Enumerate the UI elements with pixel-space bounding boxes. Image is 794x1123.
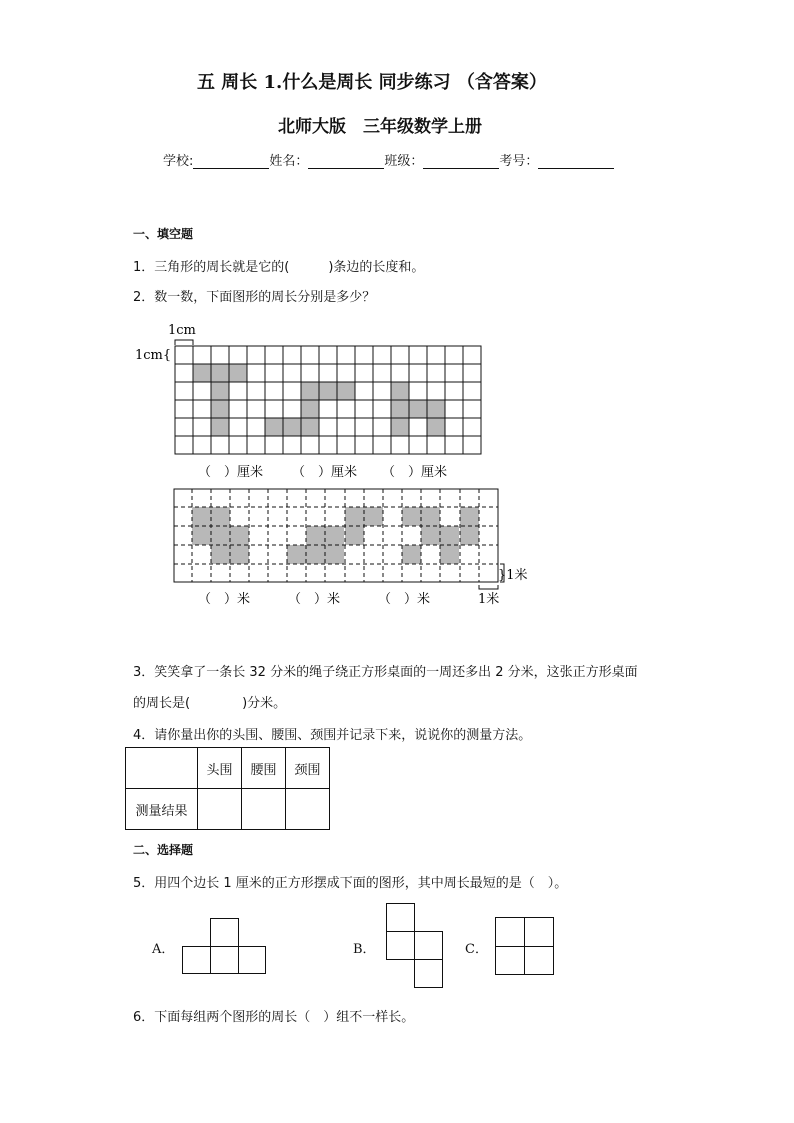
option-b-label[interactable]: B． bbox=[353, 942, 376, 957]
table-cell-head[interactable] bbox=[198, 789, 242, 830]
perimeter-grid-cm bbox=[130, 318, 490, 488]
name-label: 姓名： bbox=[269, 154, 309, 169]
table-header-empty bbox=[126, 748, 198, 789]
question-2: 2．数一数，下面图形的周长分别是多少？ bbox=[133, 290, 376, 305]
measurement-table bbox=[125, 747, 330, 830]
table-header-waist: 腰围 bbox=[242, 748, 286, 789]
table-row-label: 测量结果 bbox=[126, 789, 198, 830]
section-heading-fill-blank: 一、填空题 bbox=[133, 227, 194, 241]
table-cell-waist[interactable] bbox=[242, 789, 286, 830]
table-header-head: 头围 bbox=[198, 748, 242, 789]
school-label: 学校: bbox=[163, 154, 194, 169]
answer-grid1-b: （ ）厘米 bbox=[292, 465, 358, 480]
option-a-shape bbox=[180, 917, 270, 977]
unit-brace-bottom bbox=[479, 585, 498, 589]
option-c-label[interactable]: C． bbox=[465, 942, 488, 957]
page-title: 五 周长 1.什么是周长 同步练习 （含答案） bbox=[197, 72, 547, 93]
question-5: 5．用四个边长 1 厘米的正方形摆成下面的图形，其中周长最短的是（ ）。 bbox=[133, 876, 568, 891]
exam-number-label: 考号： bbox=[499, 154, 539, 169]
question-6: 6．下面每组两个图形的周长（ ）组不一样长。 bbox=[133, 1010, 415, 1025]
answer-grid2-a: （ ）米 bbox=[198, 592, 251, 607]
table-cell-neck[interactable] bbox=[286, 789, 330, 830]
school-field[interactable] bbox=[193, 154, 269, 169]
section-heading-choice: 二、选择题 bbox=[133, 843, 194, 857]
option-b-shape bbox=[384, 902, 446, 990]
unit-label-top: 1cm bbox=[168, 323, 196, 338]
unit-brace-top bbox=[175, 340, 193, 345]
grid-lines-cm bbox=[175, 346, 481, 454]
answer-grid2-b: （ ）米 bbox=[288, 592, 341, 607]
exam-number-field[interactable] bbox=[538, 154, 614, 169]
unit-label-left: 1cm{ bbox=[135, 348, 172, 363]
student-info-line bbox=[163, 150, 614, 169]
table-header-neck: 颈围 bbox=[286, 748, 330, 789]
class-field[interactable] bbox=[423, 154, 499, 169]
answer-grid1-c: （ ）厘米 bbox=[382, 465, 448, 480]
name-field[interactable] bbox=[308, 154, 384, 169]
unit-label-right: }1米 bbox=[498, 568, 528, 583]
answer-grid2-c: （ ）米 bbox=[378, 592, 431, 607]
unit-label-bottom: 1米 bbox=[478, 592, 500, 607]
page-subtitle: 北师大版 三年级数学上册 bbox=[278, 117, 482, 137]
class-label: 班级： bbox=[384, 154, 424, 169]
question-4: 4．请你量出你的头围、腰围、颈围并记录下来，说说你的测量方法。 bbox=[133, 728, 532, 743]
question-3-line2: 的周长是( )分米。 bbox=[133, 696, 287, 711]
perimeter-grid-m bbox=[170, 485, 540, 615]
question-1: 1．三角形的周长就是它的( )条边的长度和。 bbox=[133, 260, 425, 275]
option-a-label[interactable]: A． bbox=[152, 942, 175, 957]
answer-grid1-a: （ ）厘米 bbox=[198, 465, 264, 480]
option-c-shape bbox=[494, 916, 556, 978]
shaded-cells-grid2 bbox=[192, 507, 479, 564]
question-3-line1: 3．笑笑拿了一条长 32 分米的绳子绕正方形桌面的一周还多出 2 分米，这张正方形桌面 bbox=[133, 665, 638, 680]
